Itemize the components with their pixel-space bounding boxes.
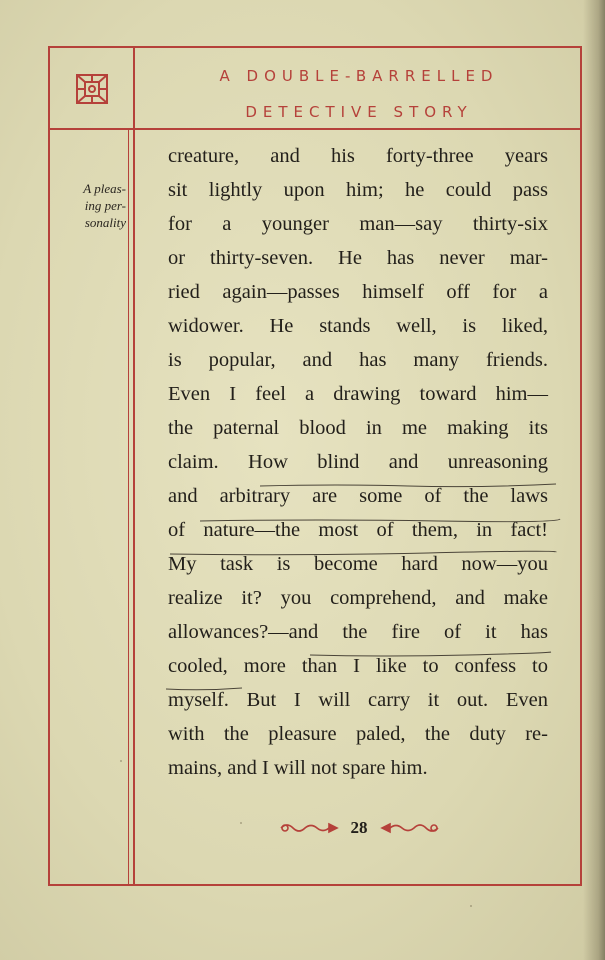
text-line: allowances?—and the fire of it has	[168, 621, 548, 643]
text-line: widower. He stands well, is liked,	[168, 315, 548, 337]
text-line: claim. How blind and unreasoning	[168, 451, 548, 473]
header-line-2: DETECTIVE STORY	[245, 103, 473, 121]
text-line: realize it? you comprehend, and make	[168, 587, 548, 609]
pencil-underline	[308, 651, 553, 659]
paper-speck	[470, 905, 472, 907]
right-ornament-icon	[380, 820, 440, 836]
marginal-note-line: A pleas-	[83, 181, 126, 196]
page-number: 28	[350, 818, 368, 837]
text-line: Even I feel a drawing toward him—	[168, 383, 548, 405]
text-line: mains, and I will not spare him.	[168, 757, 428, 779]
text-line: of nature—the most of them, in fact!	[168, 519, 548, 541]
pencil-underline	[168, 550, 558, 558]
text-line: with the pleasure paled, the duty re-	[168, 723, 548, 745]
marginal-note	[54, 180, 126, 231]
header-line-1: A DOUBLE-BARRELLED	[219, 67, 499, 85]
margin-divider-inner	[128, 128, 129, 886]
text-line: My task is become hard now—you	[168, 553, 548, 575]
text-line: for a younger man—say thirty-six	[168, 213, 548, 235]
text-line: creature, and his forty-three years	[168, 145, 548, 167]
text-line: the paternal blood in me making its	[168, 417, 548, 439]
left-ornament-icon	[279, 820, 339, 836]
text-line: or thirty-seven. He has never mar-	[168, 247, 548, 269]
running-header	[136, 66, 582, 122]
marginal-note-line: ing per-	[84, 198, 126, 213]
margin-divider	[133, 46, 135, 886]
celtic-knot-icon	[75, 73, 109, 105]
spine-shadow	[583, 0, 605, 960]
pencil-underline	[198, 517, 563, 525]
text-line: sit lightly upon him; he could pass	[168, 179, 548, 201]
paper-speck	[240, 822, 242, 824]
paper-speck	[120, 760, 122, 762]
pencil-underline	[164, 685, 244, 693]
text-line: is popular, and has many friends.	[168, 349, 548, 371]
text-line: cooled, more than I like to confess to	[168, 655, 548, 677]
text-line: ried again—passes himself off for a	[168, 281, 548, 303]
marginal-note-line: sonality	[84, 215, 126, 230]
pencil-underline	[258, 481, 558, 489]
page-footer	[136, 818, 582, 838]
text-line: myself. But I will carry it out. Even	[168, 689, 548, 711]
text-line: and arbitrary are some of the laws	[168, 485, 548, 507]
